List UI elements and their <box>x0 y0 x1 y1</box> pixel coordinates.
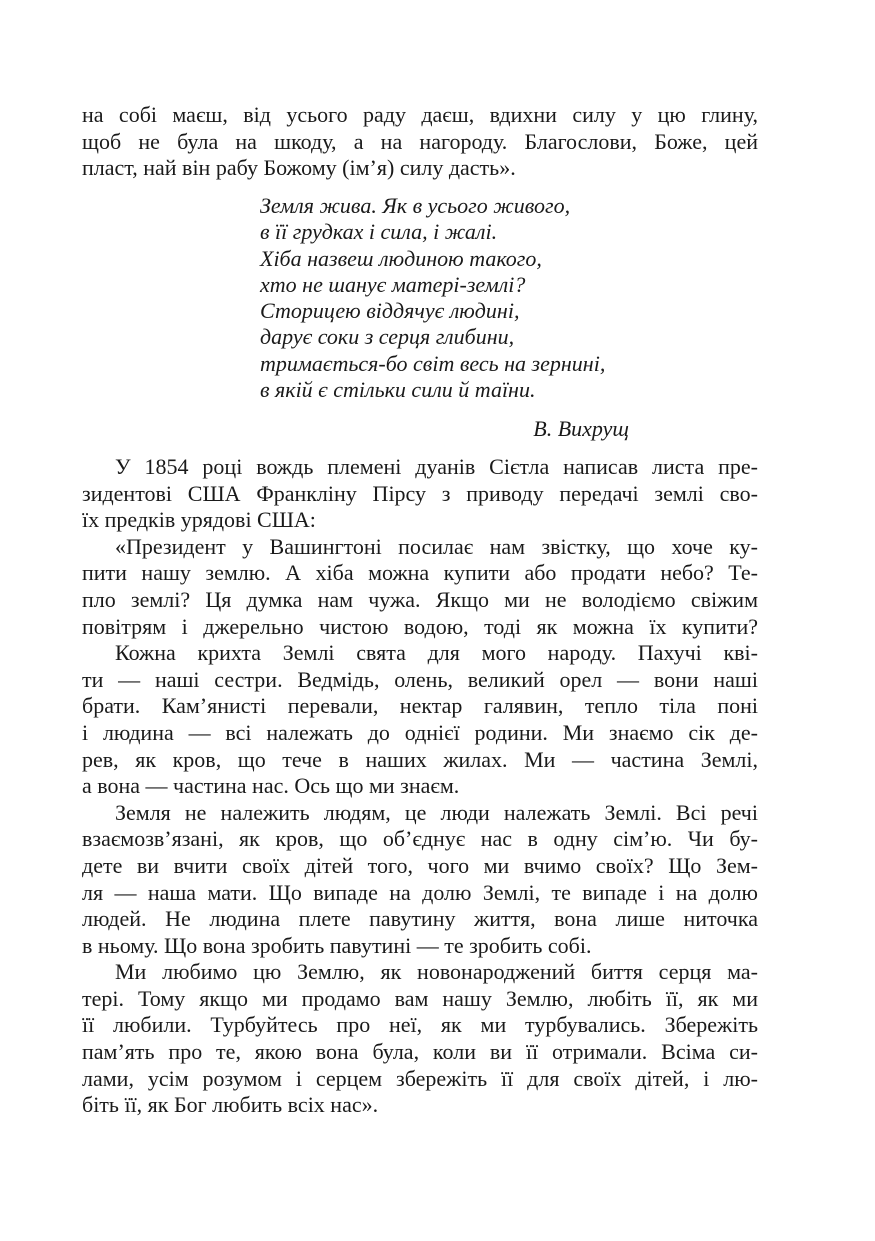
text-line: брати. Кам’янисті перевали, нектар галявин, тепло тіла поні <box>82 693 758 719</box>
paragraph <box>82 640 758 800</box>
text-line: щоб не була на шкоду, а на нагороду. Благослови, Боже, цей <box>82 128 758 154</box>
poem-line: хто не шанує матері-землі? <box>260 271 526 297</box>
text-line: біть її, як Бог любить всіх нас». <box>82 1092 379 1118</box>
text-line: пло землі? Ця думка нам чужа. Якщо ми не володіємо свіжим <box>82 586 758 612</box>
text-line: зидентові США Франкліну Пірсу з приводу передачі землі сво- <box>82 480 758 506</box>
text-line: людей. Не людина плете павутину життя, вона лише ниточка <box>82 906 758 932</box>
text-line: а вона — частина нас. Ось що ми знаєм. <box>82 773 460 799</box>
poem-line: дарує соки з серця глибини, <box>260 324 515 350</box>
text-line: лами, усім розумом і серцем збережіть її для своїх дітей, і лю- <box>82 1065 758 1091</box>
text-line: взаємозв’язані, як кров, що об’єднує нас в одну сім’ю. Чи бу- <box>82 826 758 852</box>
text-line: і людина — всі належать до однієї родини. Ми знаємо сік де- <box>82 719 758 745</box>
poem-line: Хіба назвеш людиною такого, <box>260 245 542 271</box>
text-line: Кожна крихта Землі свята для мого народу. Пахучі кві- <box>115 640 758 666</box>
body-text <box>82 454 758 1119</box>
poem-author: В. Вихрущ <box>533 416 629 441</box>
text-line: тері. Тому якщо ми продамо вам нашу Землю, любіть її, як ми <box>82 985 758 1011</box>
text-line: в ньому. Що вона зробить павутині — те зробить собі. <box>82 932 592 958</box>
poem-line: в якій є стільки сили й таїни. <box>260 377 536 403</box>
paragraph <box>82 534 758 640</box>
text-line: Земля не належить людям, це люди належать Землі. Всі речі <box>115 799 758 825</box>
text-line: на собі маєш, від усього раду даєш, вдихни силу у цю глину, <box>82 102 758 127</box>
poem-line: тримається-бо світ весь на зернині, <box>260 350 606 376</box>
text-line: рев, як кров, що тече в наших жилах. Ми — частина Землі, <box>82 746 758 772</box>
paragraph <box>82 800 758 960</box>
text-line: ля — наша мати. Що випаде на долю Землі, те випаде і на долю <box>82 879 758 905</box>
text-line: повітрям і джерельно чистою водою, тоді як можна їх купити? <box>82 613 758 639</box>
text-line: дете ви вчити своїх дітей того, чого ми вчимо своїх? Що Зем- <box>82 852 758 878</box>
text-line: пити нашу землю. А хіба можна купити або продати небо? Те- <box>82 560 758 586</box>
text-line: У 1854 році вождь племені дуанів Сієтла написав листа пре- <box>115 454 758 479</box>
text-line: їх предків урядові США: <box>82 507 316 533</box>
poem-line: в її грудках і сила, і жалі. <box>260 219 498 245</box>
paragraph <box>82 454 758 534</box>
poem-line: Земля жива. Як в усього живого, <box>260 193 571 218</box>
text-line: її любили. Турбуйтесь про неї, як ми турбувались. Збережіть <box>82 1012 758 1038</box>
text-line: «Президент у Вашингтоні посилає нам звістку, що хоче ку- <box>115 533 758 559</box>
text-line: пласт, най він рабу Божому (ім’я) силу дасть». <box>82 155 516 181</box>
text-line: пам’ять про те, якою вона була, коли ви її отримали. Всіма си- <box>82 1039 758 1065</box>
paragraph-continued <box>82 102 758 182</box>
text-line: Ми любимо цю Землю, як новонароджений биття серця ма- <box>115 959 758 985</box>
poem-line: Сторицею віддячує людині, <box>260 298 520 324</box>
poem <box>260 193 680 403</box>
text-line: ти — наші сестри. Ведмідь, олень, великий орел — вони наші <box>82 666 758 692</box>
paragraph <box>82 959 758 1119</box>
